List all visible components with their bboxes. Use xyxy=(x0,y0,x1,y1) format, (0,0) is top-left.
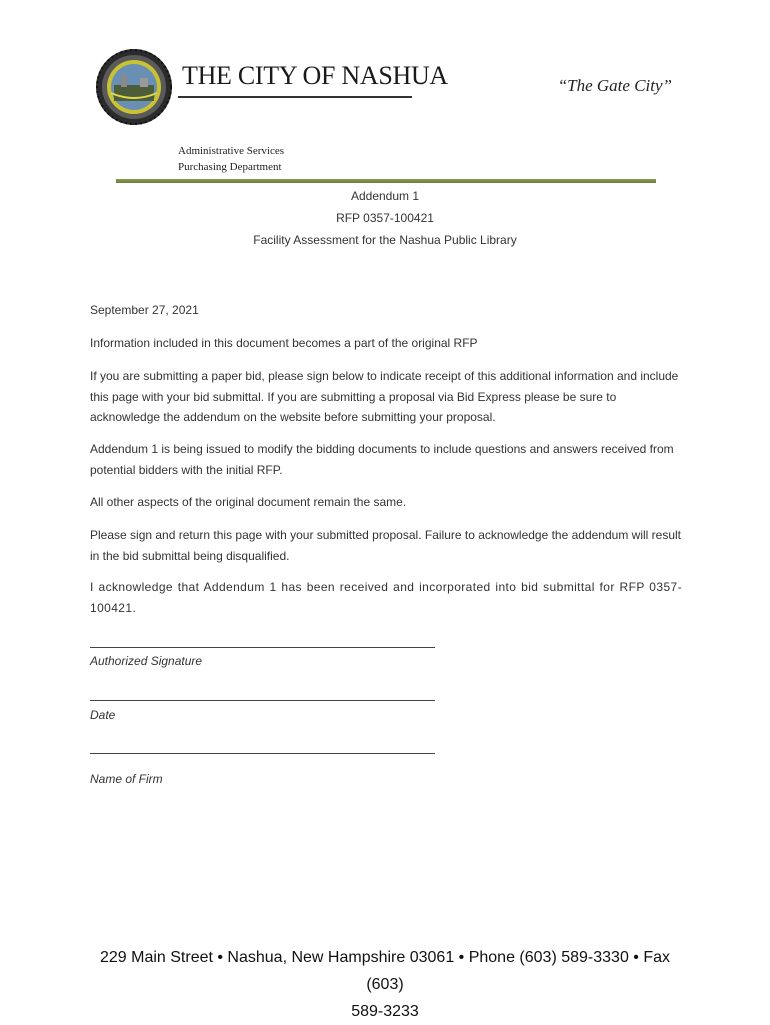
city-seal-icon xyxy=(94,45,174,129)
city-name: THE CITY OF NASHUA xyxy=(182,61,448,90)
firm-line xyxy=(90,753,435,754)
signature-line xyxy=(90,647,435,648)
header-divider xyxy=(116,179,656,183)
footer-address xyxy=(80,944,690,1025)
letterhead xyxy=(94,45,696,129)
city-slogan: “The Gate City” xyxy=(557,76,672,95)
date-label: Date xyxy=(90,708,116,722)
rfp-number: RFP 0357-100421 xyxy=(336,211,434,225)
paragraph-info: Information included in this document becomes a part of the original RFP xyxy=(90,336,478,350)
department-line-2: Purchasing Department xyxy=(178,161,282,173)
paragraph-other-aspects: All other aspects of the original document remain the same. xyxy=(90,495,407,509)
paragraph-submission: If you are submitting a paper bid, please sign below to indicate receipt of this additional information and include this page with your bid submittal. If you are submitting a proposal via Bid Express please be sure to acknowledge the addendum on the website before submitting your proposal. xyxy=(90,369,679,424)
footer-line-2: 589-3233 xyxy=(351,1003,419,1020)
city-name-underline xyxy=(178,96,412,98)
department-line-1: Administrative Services xyxy=(178,145,285,157)
paragraph-purpose: Addendum 1 is being issued to modify the bidding documents to include questions and answers received from potential bidders with the initial RFP. xyxy=(90,442,674,477)
paragraph-sign-return: Please sign and return this page with your submitted proposal. Failure to acknowledge the addendum will result in the bid submittal being disqualified. xyxy=(90,528,681,563)
authorized-signature-label: Authorized Signature xyxy=(90,654,203,668)
project-title: Facility Assessment for the Nashua Public Library xyxy=(253,233,517,247)
name-of-firm-label: Name of Firm xyxy=(90,772,163,786)
department-block xyxy=(178,143,284,175)
paragraph-acknowledge: I acknowledge that Addendum 1 has been received and incorporated into bid submittal for RFP 0357-100421. xyxy=(90,580,682,615)
footer-line-1: 229 Main Street • Nashua, New Hampshire 03061 • Phone (603) 589-3330 • Fax (603) xyxy=(99,949,670,993)
document-date: September 27, 2021 xyxy=(90,303,199,317)
addendum-title: Addendum 1 xyxy=(350,189,420,203)
date-line xyxy=(90,700,435,701)
